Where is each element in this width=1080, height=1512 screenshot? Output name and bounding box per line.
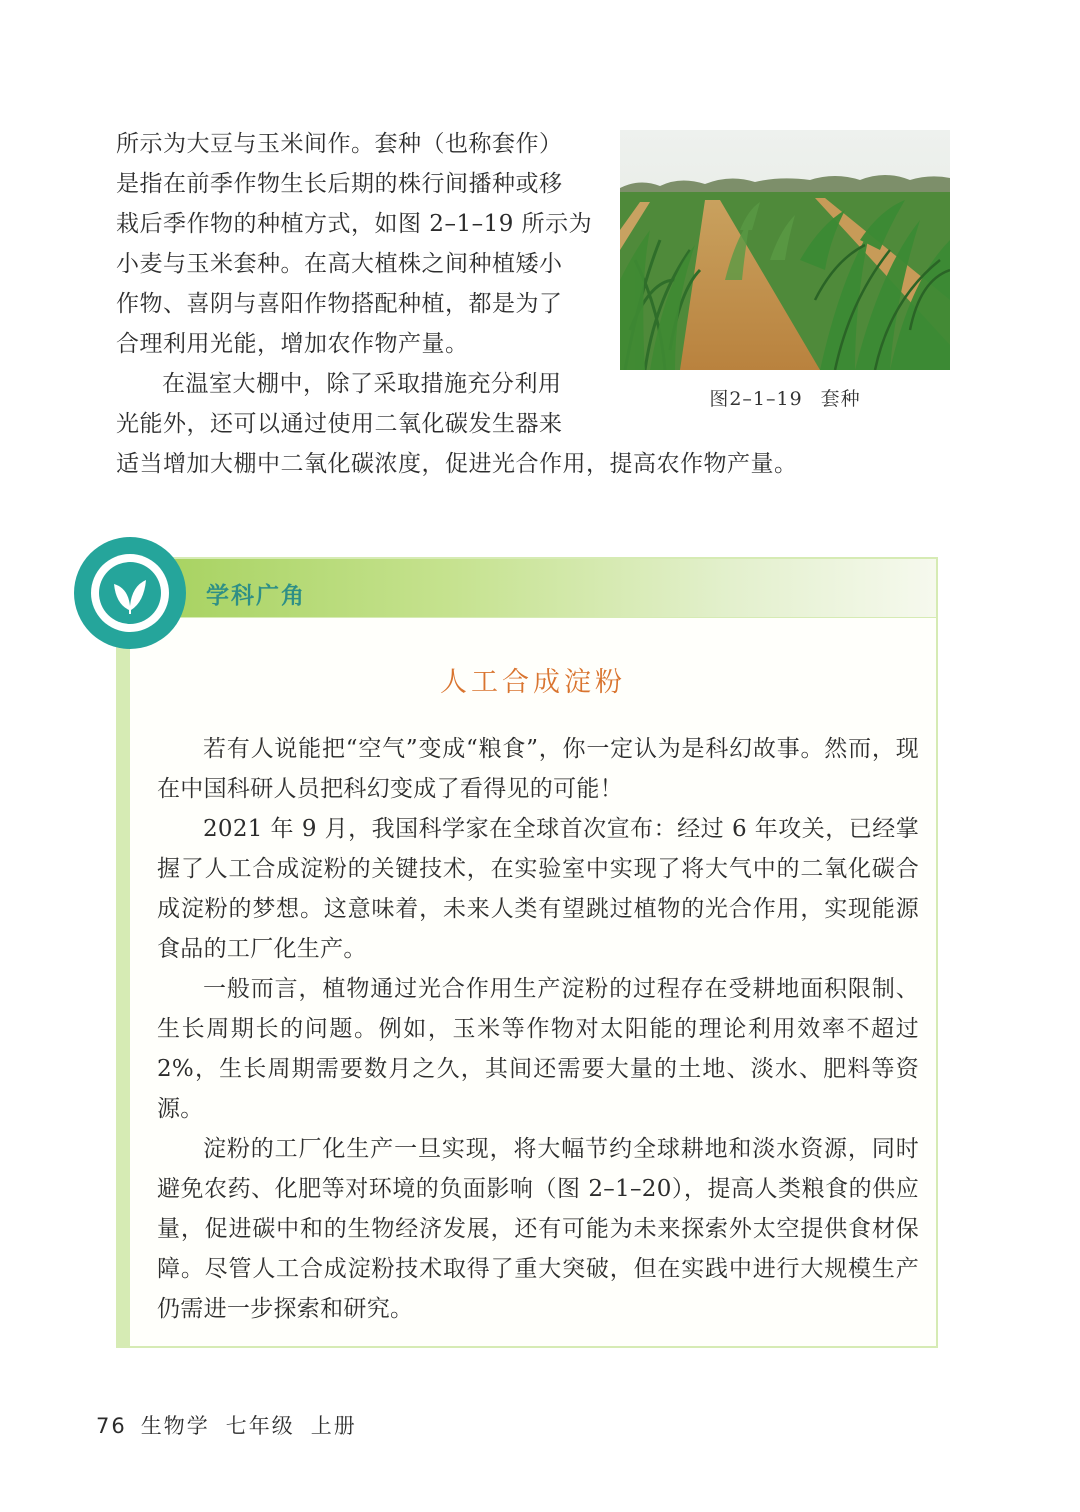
text-line: 作物、喜阴与喜阳作物搭配种植，都是为了 [116,291,563,317]
text-line: 是指在前季作物生长后期的株行间播种或移 [116,171,563,197]
footer-subject: 生物学 [140,1414,210,1438]
leaf-icon [108,570,152,616]
box-paragraph: 一般而言，植物通过光合作用生产淀粉的过程存在受耕地面积限制、生长周期长的问题。例如，玉米等作物对太阳能的理论利用效率不超过 2%，生长周期需要数月之久，其间还需要大量的土地、淡水、肥料等资源。 [157,976,919,1122]
box-section-tag: 学科广角 [206,583,306,609]
box-body [157,729,919,1329]
text-line-full-width: 适当增加大棚中二氧化碳浓度，促进光合作用，提高农作物产量。 [116,451,798,477]
text-line: 光能外，还可以通过使用二氧化碳发生器来 [116,411,563,437]
text-line: 栽后季作物的种植方式，如图 2–1–19 所示为 [116,211,593,237]
text-line: 合理利用光能，增加农作物产量。 [116,331,469,357]
text-line: 在温室大棚中，除了采取措施充分利用 [162,371,562,397]
intercropping-photo [620,130,950,370]
page-number: 76 [96,1414,127,1438]
box-paragraph: 2021 年 9 月，我国科学家在全球首次宣布：经过 6 年攻关，已经掌握了人工合成淀粉的关键技术，在实验室中实现了将大气中的二氧化碳合成淀粉的梦想。这意味着，未来人类有望跳过植物的光合作用，实现能源食品的工厂化生产。 [157,816,919,962]
box-paragraph: 若有人说能把“空气”变成“粮食”，你一定认为是科幻故事。然而，现在中国科研人员把科幻变成了看得见的可能！ [157,736,919,802]
footer-grade: 七年级 [225,1414,295,1438]
figure-label: 图2–1–19 [709,388,803,410]
text-line: 小麦与玉米套种。在高大植株之间种植矮小 [116,251,563,277]
page-footer [96,1410,357,1440]
box-paragraph: 淀粉的工厂化生产一旦实现，将大幅节约全球耕地和淡水资源，同时避免农药、化肥等对环境的负面影响（图 2–1–20），提高人类粮食的供应量，促进碳中和的生物经济发展，还有可能为未来探索外太空提供食材保障。尽管人工合成淀粉技术取得了重大突破，但在实践中进行大规模生产仍需进一步探索和研究。 [157,1136,919,1322]
intro-paragraph [116,124,596,444]
box-title: 人工合成淀粉 [440,667,626,698]
text-line: 所示为大豆与玉米间作。套种（也称套作） [116,131,563,157]
figure-caption [620,384,950,411]
footer-volume: 上册 [310,1414,357,1438]
figure-caption-text: 套种 [820,388,861,410]
